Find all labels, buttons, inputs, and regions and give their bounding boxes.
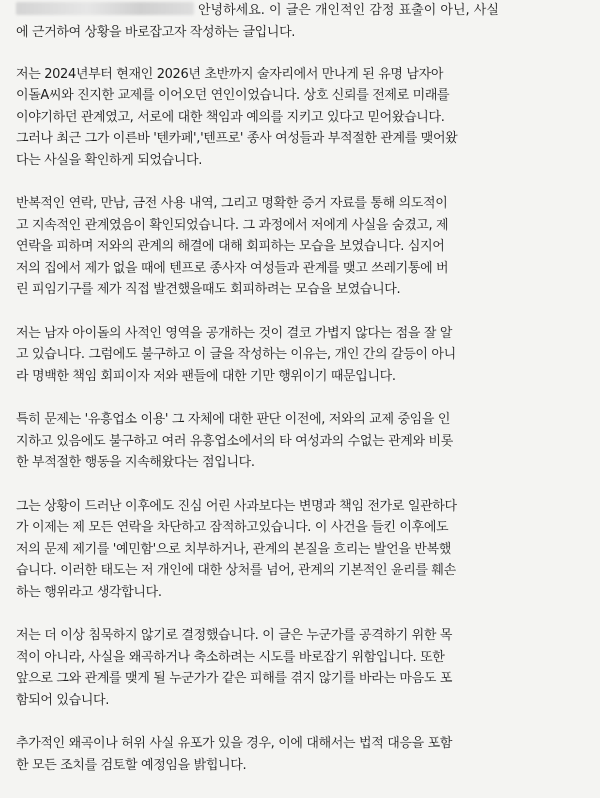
text-line: 저는 남자 아이돌의 사적인 영역을 공개하는 것이 결코 가볍지 않다는 점을 잘 알 [16, 325, 453, 341]
text-line: 적이 아니라, 사실을 왜곡하거나 축소하려는 시도를 바로잡기 위함입니다. 또한 [16, 649, 445, 665]
text-line: 연락을 피하며 저와의 관계의 해결에 대해 회피하는 모습을 보였습니다. 심지어 [16, 239, 445, 254]
text-line: 이돌A씨와 진지한 교제를 이어오던 연인이었습니다. 상호 신뢰를 전제로 미래를 [16, 88, 450, 103]
text-line: 그러나 최근 그가 이른바 '텐카페','텐프로' 종사 여성들과 부적절한 관계를 맺어왔 [16, 131, 458, 146]
paragraph-7 [16, 625, 586, 711]
paragraph-6 [16, 496, 586, 604]
paragraph-1 [16, 22, 586, 44]
text-line: 앞으로 그와 관계를 맺게 될 누군가가 같은 피해를 겪지 않기를 바라는 마음도 포 [16, 671, 453, 686]
letter-body [16, 22, 586, 798]
redacted-author-name [16, 2, 194, 15]
text-line: 한 모든 조치를 검토할 예정임을 밝힙니다. [16, 757, 247, 773]
text-line: 추가적인 왜곡이나 허위 사실 유포가 있을 경우, 이에 대해서는 법적 대응을 포함 [16, 736, 453, 751]
text-line: 특히 문제는 '유흥업소 이용' 그 자체에 대한 판단 이전에, 저와의 교제 중임을 인 [16, 412, 451, 427]
paragraph-3 [16, 193, 586, 301]
greeting-text: 안녕하세요. 이 글은 개인적인 감정 표출이 아닌, 사실 [198, 3, 499, 18]
text-line: 저는 더 이상 침묵하지 않기로 결정했습니다. 이 글은 누군가를 공격하기 위한 목 [16, 628, 453, 643]
text-line: 습니다. 이러한 태도는 저 개인에 대한 상처를 넘어, 관계의 기본적인 윤리를 훼손 [16, 563, 456, 578]
text-line: 지하고 있음에도 불구하고 여러 유흥업소에서의 타 여성과의 수없는 관계와 비롯 [16, 433, 453, 449]
text-line: 한 부적절한 행동을 지속해왔다는 점입니다. [16, 455, 255, 470]
text-line: 이야기하던 관계였고, 서로에 대한 책임과 예의를 지키고 있다고 믿어왔습니다. [16, 109, 445, 125]
text-line: 반복적인 연락, 만남, 금전 사용 내역, 그리고 명확한 증거 자료를 통해 의도적이 [16, 196, 448, 211]
text-line: 함되어 있습니다. [16, 692, 110, 708]
text-line: 고 지속적인 관계였음이 확인되었습니다. 그 과정에서 저에게 사실을 숨겼고, 제 [16, 217, 449, 233]
text-line: 에 근거하여 상황을 바로잡고자 작성하는 글입니다. [16, 25, 296, 40]
greeting-line [16, 0, 586, 22]
paragraph-5 [16, 409, 586, 474]
text-line: 린 피임기구를 제가 직접 발견했을때도 회피하려는 모습을 보였습니다. [16, 282, 401, 297]
paragraph-2 [16, 64, 586, 172]
text-line: 저는 2024년부터 현재인 2026년 초반까지 술자리에서 만나게 된 유명 남자아 [16, 66, 444, 82]
text-line: 하는 행위라고 생각합니다. [16, 584, 162, 600]
text-line: 가 이제는 제 모든 연락을 차단하고 잠적하고있습니다. 이 사건을 들킨 이후에도 [16, 520, 449, 535]
text-line: 고 있습니다. 그럼에도 불구하고 이 글을 작성하는 이유는, 개인 간의 갈등이 아니 [16, 347, 456, 362]
text-line: 그는 상황이 드러난 이후에도 진심 어린 사과보다는 변명과 책임 전가로 일관하다 [16, 498, 457, 514]
text-line: 라 명백한 책임 회피이자 저와 팬들에 대한 기만 행위이기 때문입니다. [16, 368, 396, 384]
paragraph-4 [16, 323, 586, 388]
text-line: 저의 문제 제기를 '예민함'으로 치부하거나, 관계의 본질을 흐리는 발언을 반복했 [16, 541, 451, 557]
text-line: 저의 집에서 제가 없을 때에 텐프로 종사자 여성들과 관계를 맺고 쓰레기통에 버 [16, 260, 449, 276]
text-line: 다는 사실을 확인하게 되었습니다. [16, 152, 203, 168]
paragraph-8 [16, 733, 586, 776]
